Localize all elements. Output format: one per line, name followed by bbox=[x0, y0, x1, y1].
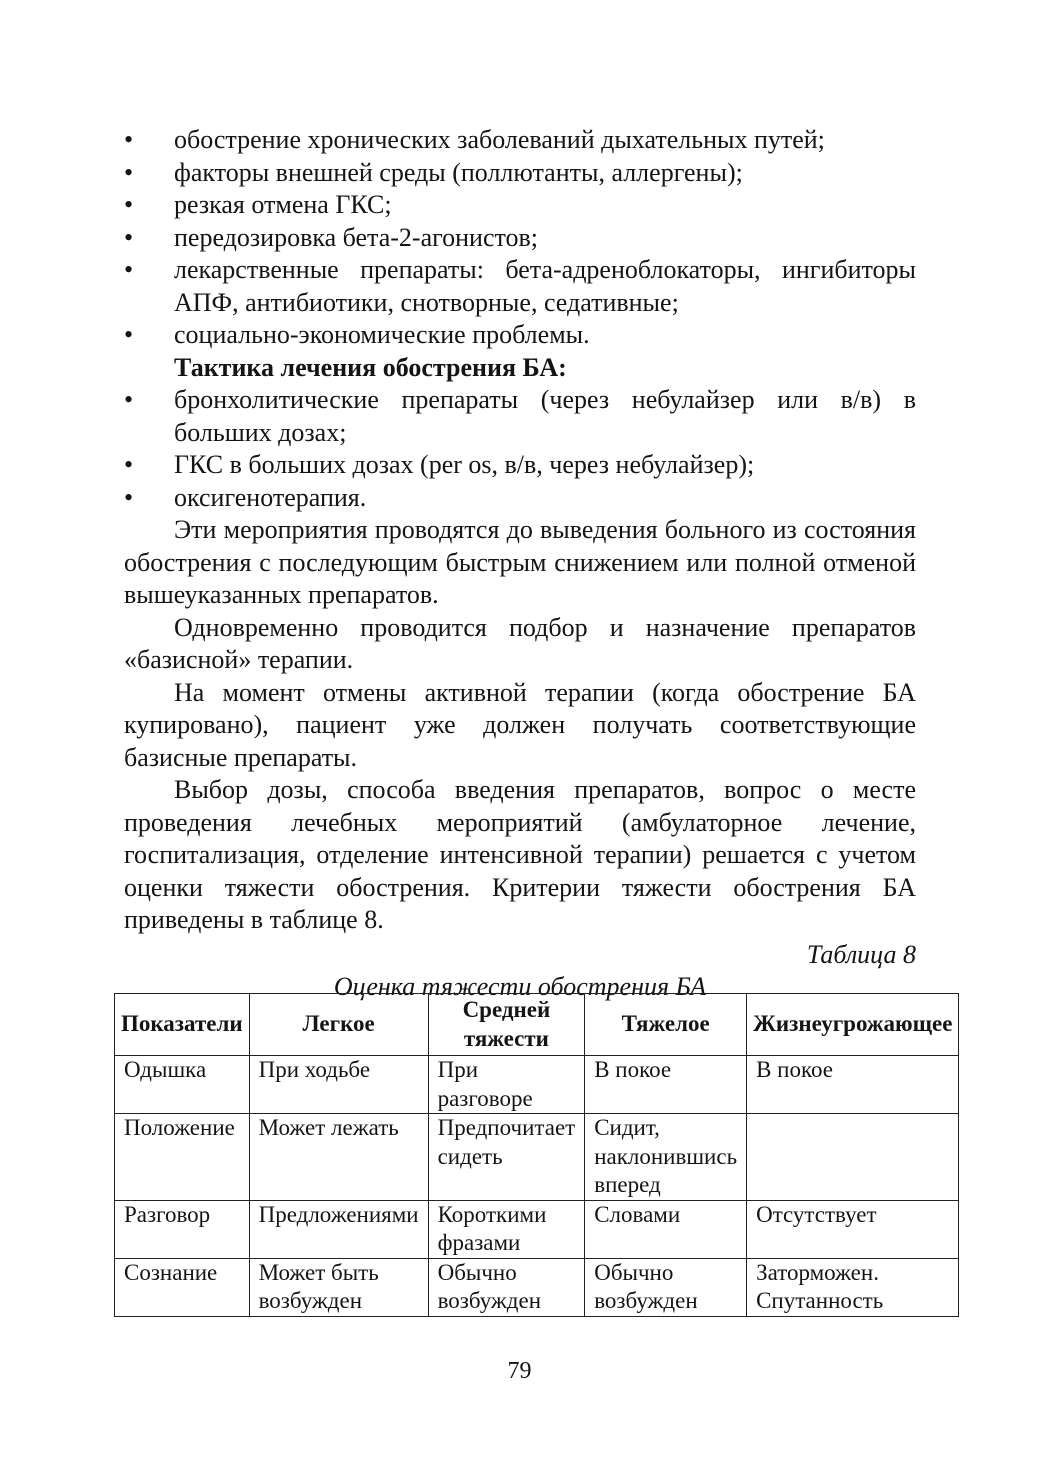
page-number: 79 bbox=[507, 1358, 532, 1384]
table-cell: Заторможен. Спутанность bbox=[747, 1258, 959, 1316]
table-cell: Обычно возбужден bbox=[428, 1258, 585, 1316]
table-cell: Может быть возбужден bbox=[249, 1258, 428, 1316]
table-cell: Обычно возбужден bbox=[585, 1258, 747, 1316]
bullet-icon: • bbox=[124, 255, 134, 284]
table-cell: При ходьбе bbox=[249, 1056, 428, 1114]
column-header: Показатели bbox=[115, 994, 250, 1056]
table-caption: Таблица 8 bbox=[806, 939, 916, 969]
column-header: Средней тяжести bbox=[428, 994, 585, 1056]
paragraph: На момент отмены активной терапии (когда обострение БА купировано), пациент уже должен получать соответствующие базисные препараты. bbox=[124, 677, 916, 772]
column-header: Легкое bbox=[249, 994, 428, 1056]
table-cell: В покое bbox=[585, 1056, 747, 1114]
table-cell bbox=[747, 1114, 959, 1201]
table-cell: Сознание bbox=[115, 1258, 250, 1316]
table-header-row bbox=[115, 994, 959, 1056]
section-heading: Тактика лечения обострения БА: bbox=[174, 352, 567, 382]
bullet-icon: • bbox=[124, 222, 134, 252]
bullet-icon: • bbox=[124, 157, 134, 187]
list-item: • ГКС в больших дозах (per os, в/в, через небулайзер); bbox=[124, 449, 916, 482]
bullet-icon: • bbox=[124, 190, 134, 219]
table-cell: Может лежать bbox=[249, 1114, 428, 1201]
table-cell: Сидит, наклонившись вперед bbox=[585, 1114, 747, 1201]
table-cell: Одышка bbox=[115, 1056, 250, 1114]
bullet-icon: • bbox=[124, 320, 134, 349]
list-item: • социально-экономические проблемы. bbox=[124, 319, 916, 352]
table-title: Оценка тяжести обострения БА bbox=[333, 972, 707, 1001]
paragraph: Одновременно проводится подбор и назначение препаратов «базисной» терапии. bbox=[124, 612, 916, 674]
paragraph: Выбор дозы, способа введения препаратов, вопрос о месте проведения лечебных мероприятий (амбулаторное лечение, госпитализация, отделение интенсивной терапии) решается с учетом оценки тяжести обострения. Критерии тяжести обострения БА приведены в таблице 8. bbox=[124, 775, 916, 934]
table-cell: В покое bbox=[747, 1056, 959, 1114]
bullet-list-treatment bbox=[124, 384, 916, 514]
paragraph: Эти мероприятия проводятся до выведения больного из состояния обострения с последующим быстрым снижением или полной отменой вышеуказанных препаратов. bbox=[124, 515, 916, 609]
table-row bbox=[115, 1200, 959, 1258]
column-header: Жизнеугрожающее bbox=[747, 994, 959, 1056]
page-body bbox=[124, 124, 916, 1004]
table-cell: Отсутствует bbox=[747, 1200, 959, 1258]
bullet-list-triggers bbox=[124, 124, 916, 352]
list-item: • резкая отмена ГКС; bbox=[124, 189, 916, 222]
table-row bbox=[115, 1056, 959, 1114]
table-cell: Положение bbox=[115, 1114, 250, 1201]
column-header: Тяжелое bbox=[585, 994, 747, 1056]
bullet-icon: • bbox=[124, 385, 134, 414]
bullet-icon: • bbox=[124, 450, 134, 479]
table-cell: Короткими фразами bbox=[428, 1200, 585, 1258]
list-item: • передозировка бета-2-агонистов; bbox=[124, 222, 916, 255]
table-row bbox=[115, 1114, 959, 1201]
list-item: • факторы внешней среды (поллютанты, аллергены); bbox=[124, 157, 916, 190]
list-item: • лекарственные препараты: бета-адреноблокаторы, ингибиторы АПФ, антибиотики, снотворные, седативные; bbox=[124, 255, 916, 317]
table-cell: Разговор bbox=[115, 1200, 250, 1258]
table-row bbox=[115, 1258, 959, 1316]
table-cell: Словами bbox=[585, 1200, 747, 1258]
list-item: • обострение хронических заболеваний дыхательных путей; bbox=[124, 124, 916, 157]
table-cell: При разговоре bbox=[428, 1056, 585, 1114]
bullet-icon: • bbox=[124, 125, 134, 154]
table-cell: Предпочитает сидеть bbox=[428, 1114, 585, 1201]
severity-table bbox=[114, 993, 959, 1317]
list-item: • бронхолитические препараты (через небулайзер или в/в) в больших дозах; bbox=[124, 385, 916, 447]
list-item: • оксигенотерапия. bbox=[124, 482, 916, 515]
table-cell: Предложениями bbox=[249, 1200, 428, 1258]
bullet-icon: • bbox=[124, 482, 134, 512]
